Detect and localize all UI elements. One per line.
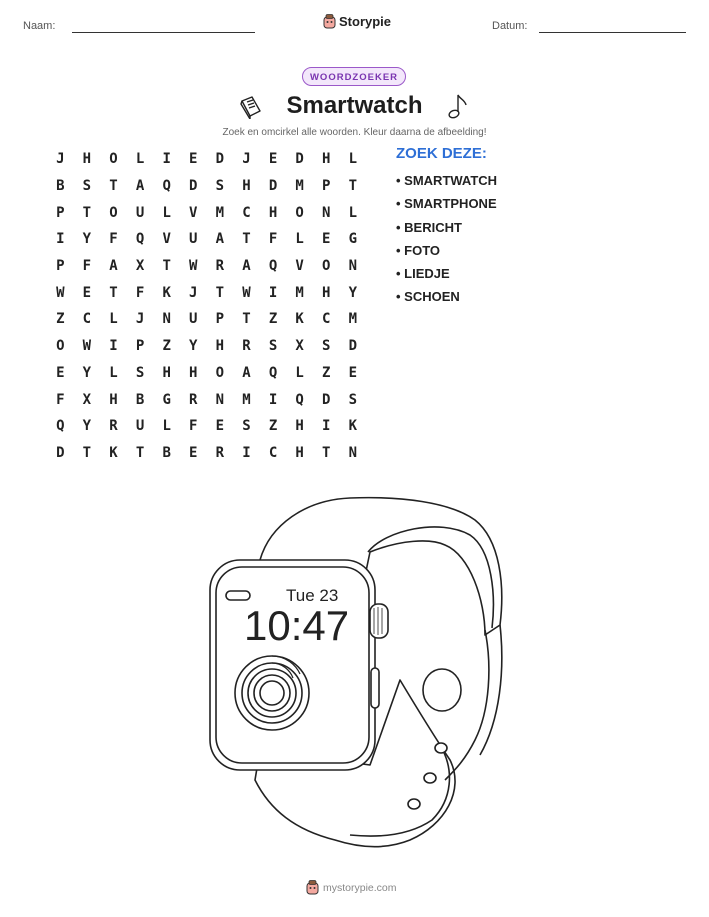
storypie-logo-icon xyxy=(306,880,319,895)
grid-letter[interactable]: A xyxy=(242,258,251,275)
instructions: Zoek en omcirkel alle woorden. Kleur daarna de afbeelding! xyxy=(222,127,487,138)
grid-letter[interactable]: E xyxy=(348,364,358,381)
grid-letter[interactable]: W xyxy=(56,284,65,301)
grid-letter[interactable]: U xyxy=(135,418,145,435)
grid-letter[interactable]: O xyxy=(109,204,118,221)
grid-letter[interactable]: D xyxy=(348,338,358,355)
grid-letter[interactable]: B xyxy=(56,178,65,195)
grid-letter[interactable]: I xyxy=(268,391,278,408)
grid-letter[interactable]: M xyxy=(295,284,304,301)
grid-letter[interactable]: H xyxy=(242,178,251,195)
grid-letter[interactable]: F xyxy=(82,258,92,275)
word-item: • FOTO xyxy=(396,242,441,258)
grid-letter[interactable]: S xyxy=(82,178,92,195)
grid-letter[interactable]: S xyxy=(242,418,251,435)
grid-letter[interactable]: Q xyxy=(135,231,145,248)
grid-letter[interactable]: R xyxy=(215,444,225,461)
grid-letter[interactable]: T xyxy=(82,444,92,461)
grid-letter[interactable]: O xyxy=(295,204,304,221)
brand-name: Storypie xyxy=(339,14,392,29)
grid-letter[interactable]: T xyxy=(242,311,251,328)
grid-letter[interactable]: C xyxy=(322,311,331,328)
grid-letter[interactable]: N xyxy=(215,391,225,408)
grid-letter[interactable]: W xyxy=(82,338,92,355)
grid-row xyxy=(47,413,366,440)
name-line[interactable] xyxy=(72,32,255,33)
grid-letter[interactable]: T xyxy=(215,284,225,301)
grid-row xyxy=(47,173,366,200)
grid-letter[interactable]: O xyxy=(56,338,65,355)
grid-letter[interactable]: N xyxy=(348,444,358,461)
grid-letter[interactable]: I xyxy=(242,444,251,461)
watch-date: Tue 23 xyxy=(286,586,339,605)
grid-letter[interactable]: Q xyxy=(56,418,65,435)
grid-letter[interactable]: B xyxy=(162,444,171,461)
grid-letter[interactable]: X xyxy=(135,258,145,275)
grid-letter[interactable]: P xyxy=(56,204,65,221)
grid-letter[interactable]: H xyxy=(109,391,118,408)
grid-letter[interactable]: Q xyxy=(295,391,304,408)
grid-letter[interactable]: J xyxy=(189,284,198,301)
grid-letter[interactable]: O xyxy=(322,258,331,275)
grid-row xyxy=(47,226,366,253)
word-item: • BERICHT xyxy=(396,219,462,235)
grid-letter[interactable]: Z xyxy=(268,418,278,435)
grid-letter[interactable]: I xyxy=(56,231,65,248)
grid-letter[interactable]: H xyxy=(215,338,225,355)
page-title: Smartwatch xyxy=(286,92,423,119)
grid-letter[interactable]: L xyxy=(162,204,171,221)
date-label: Datum: xyxy=(492,20,528,32)
grid-letter[interactable]: S xyxy=(348,391,358,408)
grid-letter[interactable]: P xyxy=(322,178,331,195)
grid-row xyxy=(47,253,366,280)
grid-letter[interactable]: O xyxy=(215,364,225,381)
grid-letter[interactable]: X xyxy=(295,338,304,355)
grid-letter[interactable]: F xyxy=(135,284,145,301)
grid-letter[interactable]: H xyxy=(322,151,331,168)
grid-letter[interactable]: Y xyxy=(82,364,92,381)
grid-row xyxy=(47,360,366,387)
grid-letter[interactable]: C xyxy=(268,444,278,461)
grid-row xyxy=(47,146,366,173)
grid-letter[interactable]: N xyxy=(322,204,331,221)
grid-letter[interactable]: D xyxy=(268,178,278,195)
grid-letter[interactable]: H xyxy=(82,151,92,168)
grid-letter[interactable]: S xyxy=(135,364,145,381)
word-search-grid xyxy=(47,146,366,466)
word-item: • SCHOEN xyxy=(396,289,460,305)
word-item: • LIEDJE xyxy=(396,266,450,282)
grid-letter[interactable]: Z xyxy=(162,338,171,355)
grid-letter[interactable]: N xyxy=(162,311,171,328)
grid-letter[interactable]: K xyxy=(109,444,118,461)
smartwatch-illustration xyxy=(200,490,520,870)
grid-letter[interactable]: M xyxy=(215,204,225,221)
grid-letter[interactable]: L xyxy=(295,364,304,381)
grid-letter[interactable]: T xyxy=(135,444,145,461)
grid-letter[interactable]: R xyxy=(242,338,251,355)
grid-letter[interactable]: C xyxy=(242,204,251,221)
grid-letter[interactable]: S xyxy=(268,338,278,355)
grid-letter[interactable]: F xyxy=(109,231,118,248)
name-label: Naam: xyxy=(23,20,56,32)
grid-letter[interactable]: O xyxy=(109,151,118,168)
grid-letter[interactable]: K xyxy=(295,311,304,328)
grid-row xyxy=(47,306,366,333)
grid-letter[interactable]: A xyxy=(109,258,118,275)
grid-letter[interactable]: E xyxy=(322,231,331,248)
grid-letter[interactable]: A xyxy=(242,364,251,381)
storypie-logo-icon xyxy=(323,14,336,29)
grid-letter[interactable]: H xyxy=(322,284,331,301)
grid-letter[interactable]: Z xyxy=(322,364,331,381)
grid-row xyxy=(47,279,366,306)
grid-letter[interactable]: R xyxy=(189,391,198,408)
grid-letter[interactable]: S xyxy=(322,338,331,355)
grid-letter[interactable]: T xyxy=(242,231,251,248)
grid-letter[interactable]: U xyxy=(189,311,198,328)
grid-letter[interactable]: Y xyxy=(82,231,92,248)
grid-letter[interactable]: L xyxy=(162,418,171,435)
grid-letter[interactable]: H xyxy=(295,418,304,435)
grid-letter[interactable]: U xyxy=(189,231,198,248)
watch-time: 10:47 xyxy=(244,602,350,649)
grid-letter[interactable]: H xyxy=(268,204,278,221)
grid-letter[interactable]: E xyxy=(189,151,198,168)
grid-letter[interactable]: Y xyxy=(348,284,358,301)
grid-letter[interactable]: K xyxy=(162,284,171,301)
grid-letter[interactable]: L xyxy=(348,204,358,221)
word-list-title: ZOEK DEZE: xyxy=(396,145,487,162)
grid-letter[interactable]: L xyxy=(109,364,118,381)
grid-letter[interactable]: L xyxy=(295,231,304,248)
grid-letter[interactable]: W xyxy=(242,284,251,301)
footer-url: mystorypie.com xyxy=(323,881,397,894)
grid-letter[interactable]: P xyxy=(135,338,145,355)
grid-letter[interactable]: A xyxy=(135,178,145,195)
grid-letter[interactable]: J xyxy=(135,311,145,328)
grid-letter[interactable]: V xyxy=(295,258,304,275)
music-note-icon xyxy=(446,92,470,120)
grid-letter[interactable]: S xyxy=(215,178,225,195)
grid-letter[interactable]: I xyxy=(322,418,331,435)
grid-letter[interactable]: L xyxy=(109,311,118,328)
grid-letter[interactable]: E xyxy=(56,364,65,381)
grid-letter[interactable]: J xyxy=(242,151,251,168)
grid-letter[interactable]: P xyxy=(215,311,225,328)
grid-letter[interactable]: T xyxy=(162,258,171,275)
grid-letter[interactable]: B xyxy=(135,391,145,408)
grid-letter[interactable]: Q xyxy=(162,178,171,195)
grid-letter[interactable]: T xyxy=(322,444,331,461)
grid-letter[interactable]: E xyxy=(215,418,225,435)
grid-row xyxy=(47,199,366,226)
puzzle-type-badge: WOORDZOEKER xyxy=(302,67,406,86)
word-item: • SMARTPHONE xyxy=(396,196,497,212)
word-item: • SMARTWATCH xyxy=(396,173,498,188)
brand-logo xyxy=(323,14,391,29)
grid-letter[interactable]: N xyxy=(348,258,358,275)
grid-letter[interactable]: F xyxy=(268,231,278,248)
grid-letter[interactable]: H xyxy=(189,364,198,381)
grid-letter[interactable]: E xyxy=(268,151,278,168)
footer xyxy=(306,880,397,895)
grid-letter[interactable]: A xyxy=(215,231,225,248)
grid-letter[interactable]: D xyxy=(215,151,225,168)
grid-letter[interactable]: F xyxy=(189,418,198,435)
grid-letter[interactable]: Z xyxy=(56,311,65,328)
grid-letter[interactable]: Y xyxy=(189,338,198,355)
grid-letter[interactable]: D xyxy=(56,444,65,461)
grid-letter[interactable]: R xyxy=(109,418,118,435)
grid-letter[interactable]: G xyxy=(162,391,171,408)
grid-letter[interactable]: J xyxy=(56,151,65,168)
grid-letter[interactable]: D xyxy=(322,391,331,408)
grid-letter[interactable]: M xyxy=(348,311,358,328)
grid-letter[interactable]: K xyxy=(348,418,358,435)
grid-letter[interactable]: Q xyxy=(268,364,278,381)
grid-letter[interactable]: X xyxy=(82,391,92,408)
grid-letter[interactable]: I xyxy=(162,151,171,168)
grid-letter[interactable]: M xyxy=(242,391,251,408)
grid-letter[interactable]: C xyxy=(82,311,92,328)
grid-letter[interactable]: T xyxy=(109,284,118,301)
grid-letter[interactable]: W xyxy=(189,258,198,275)
grid-letter[interactable]: V xyxy=(162,231,171,248)
grid-letter[interactable]: D xyxy=(189,178,198,195)
grid-letter[interactable]: M xyxy=(295,178,304,195)
grid-letter[interactable]: T xyxy=(109,178,118,195)
grid-row xyxy=(47,386,366,413)
grid-letter[interactable]: U xyxy=(135,204,145,221)
grid-letter[interactable]: Q xyxy=(268,258,278,275)
grid-letter[interactable]: F xyxy=(56,391,65,408)
grid-letter[interactable]: H xyxy=(295,444,304,461)
grid-letter[interactable]: Y xyxy=(82,418,92,435)
grid-row xyxy=(47,333,366,360)
grid-letter[interactable]: P xyxy=(56,258,65,275)
grid-letter[interactable]: L xyxy=(135,151,145,168)
grid-letter[interactable]: R xyxy=(215,258,225,275)
grid-letter[interactable]: I xyxy=(268,284,278,301)
grid-letter[interactable]: D xyxy=(295,151,304,168)
grid-letter[interactable]: E xyxy=(189,444,198,461)
grid-letter[interactable]: T xyxy=(82,204,92,221)
grid-letter[interactable]: Z xyxy=(268,311,278,328)
grid-letter[interactable]: I xyxy=(109,338,118,355)
grid-letter[interactable]: T xyxy=(348,178,358,195)
grid-letter[interactable]: G xyxy=(348,231,358,248)
date-line[interactable] xyxy=(539,32,686,33)
word-list xyxy=(396,172,497,312)
grid-letter[interactable]: H xyxy=(162,364,171,381)
grid-letter[interactable]: L xyxy=(348,151,358,168)
grid-letter[interactable]: E xyxy=(82,284,92,301)
grid-row xyxy=(47,440,366,467)
grid-letter[interactable]: V xyxy=(189,204,198,221)
